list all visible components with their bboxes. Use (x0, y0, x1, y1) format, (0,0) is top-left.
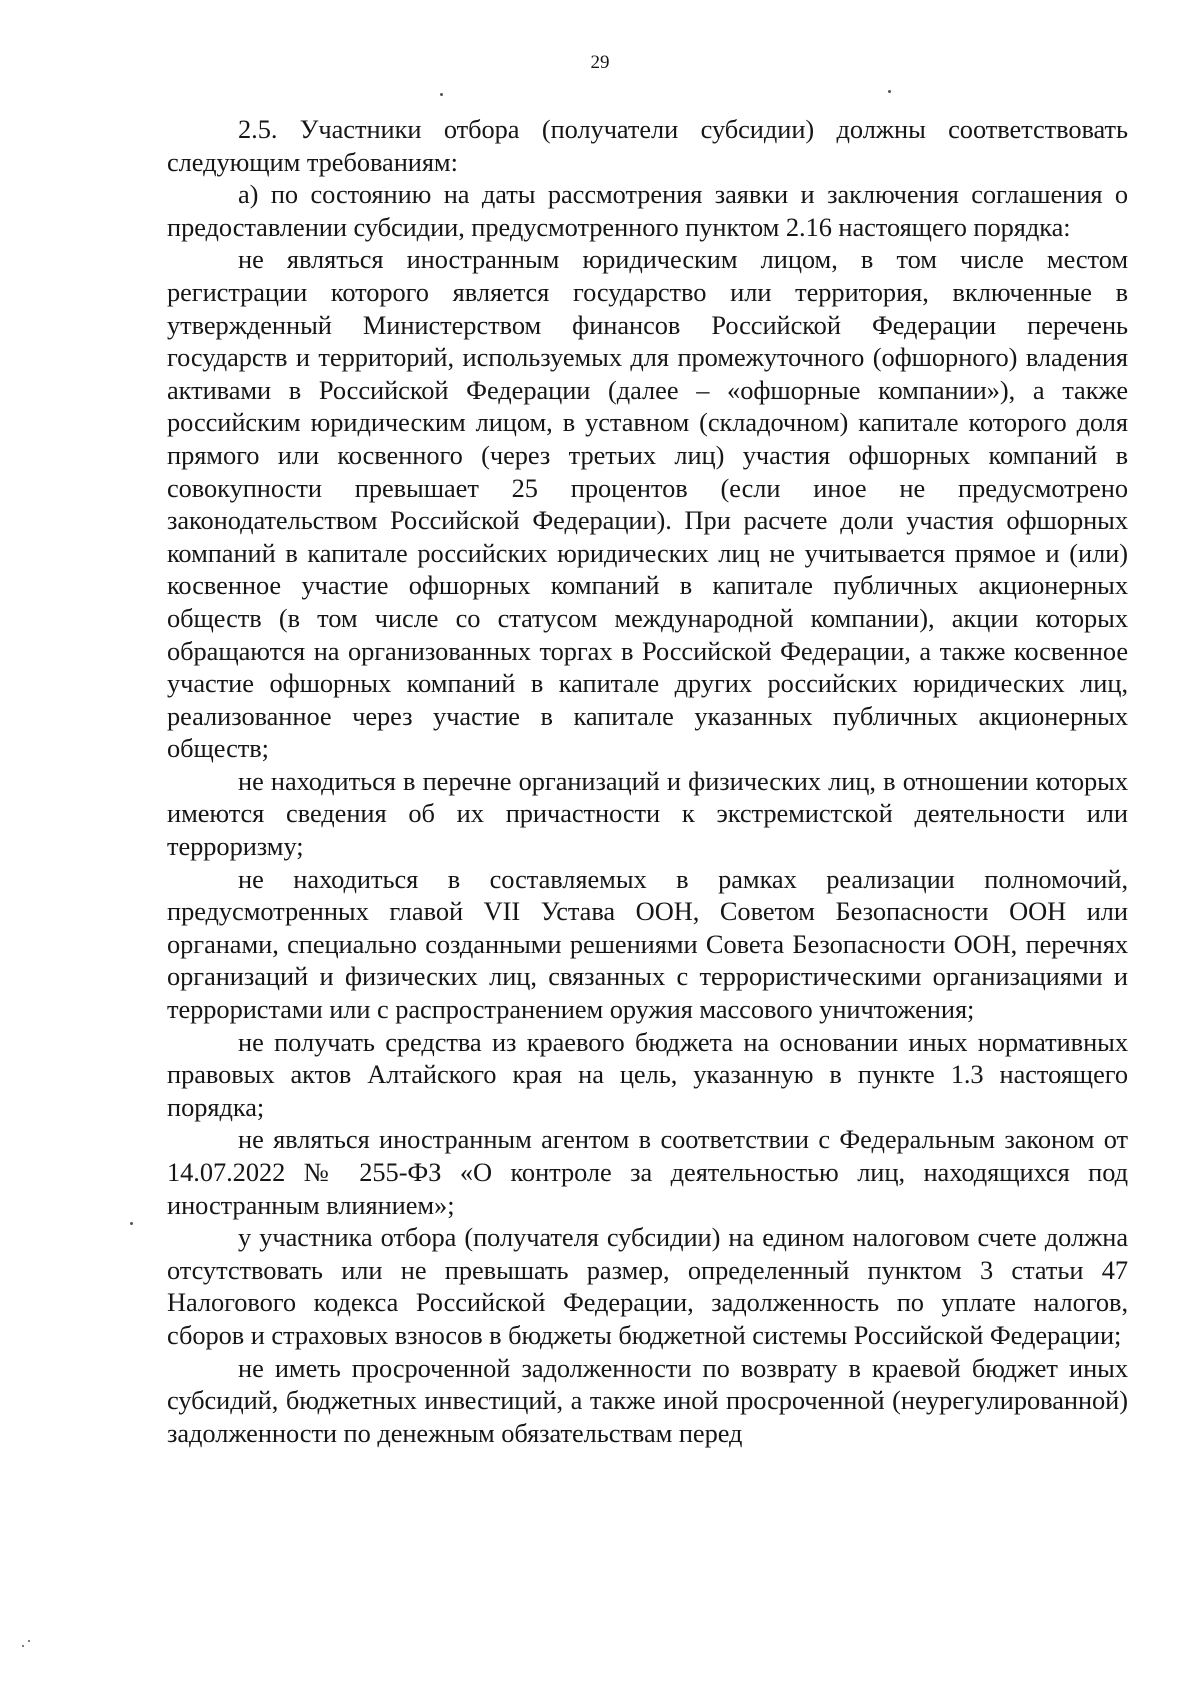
document-body (167, 113, 1128, 1449)
paragraph-overdue-debt: не иметь просроченной задолженности по возврату в краевой бюджет иных субсидий, бюджетных инвестиций, а также иной просроченной (неурегулированной) задолженности по денежным обязательствам перед (167, 1352, 1128, 1448)
paragraph-extremism: не находиться в перечне организаций и физических лиц, в отношении которых имеются сведения об их причастности к экстремистской деятельности или терроризму; (167, 765, 1128, 862)
paragraph-a: а) по состоянию на даты рассмотрения заявки и заключения соглашения о предоставлении субсидии, предусмотренного пунктом 2.16 настоящего порядка: (167, 179, 1128, 242)
paragraph-regional-budget: не получать средства из краевого бюджета на основании иных нормативных правовых актов Алтайского края на цель, указанную в пункте 1.3 настоящего порядка; (167, 1026, 1128, 1122)
scan-speck (888, 90, 891, 93)
scan-speck (28, 1640, 30, 1642)
paragraph-offshore: не являться иностранным юридическим лицом, в том числе местом регистрации которого является государство или территория, включенные в утвержденный Министерством финансов Российской Федерации перечень государств и территорий, используемых для промежуточного (офшорного) владения активами в Российской Федерации (далее – «офшорные компании»), а также российским юридическим лицом, в уставном (складочном) капитале которого доля прямого или косвенного (через третьих лиц) участия офшорных компаний в совокупности превышает 25 процентов (если иное не предусмотрено законодательством Российской Федерации). При расчете доли участия офшорных компаний в капитале российских юридических лиц не учитывается прямое и (или) косвенное участие офшорных компаний в капитале публичных акционерных обществ (в том числе со статусом международной компании), акции которых обращаются на организованных торгах в Российской Федерации, а также косвенное участие офшорных компаний в капитале других российских юридических лиц, реализованное через участие в капитале указанных публичных акционерных обществ; (167, 244, 1128, 764)
page-number: 29 (590, 52, 610, 73)
paragraph-foreign-agent: не являться иностранным агентом в соответствии с Федеральным законом от 14.07.2022 № 255-ФЗ «О контроле за деятельностью лиц, находящихся под иностранным влиянием»; (167, 1124, 1128, 1220)
paragraph-tax-debt: у участника отбора (получателя субсидии) на едином налоговом счете должна отсутствовать или не превышать размер, определенный пунктом 3 статьи 47 Налогового кодекса Российской Федерации, задолженность по уплате налогов, сборов и страховых взносов в бюджеты бюджетной системы Российской Федерации; (167, 1222, 1128, 1350)
scan-speck (440, 93, 443, 96)
scan-speck (130, 1222, 133, 1225)
paragraph-un-lists: не находиться в составляемых в рамках реализации полномочий, предусмотренных главой VII Устава ООН, Советом Безопасности ООН или органами, специально созданными решениями Совета Безопасности ООН, перечнях организаций и физических лиц, связанных с террористическими организациями и террористами или с распространением оружия массового уничтожения; (167, 863, 1128, 1025)
scan-speck (22, 1645, 24, 1647)
paragraph-2-5: 2.5. Участники отбора (получатели субсидии) должны соответствовать следующим требованиям: (167, 114, 1128, 177)
